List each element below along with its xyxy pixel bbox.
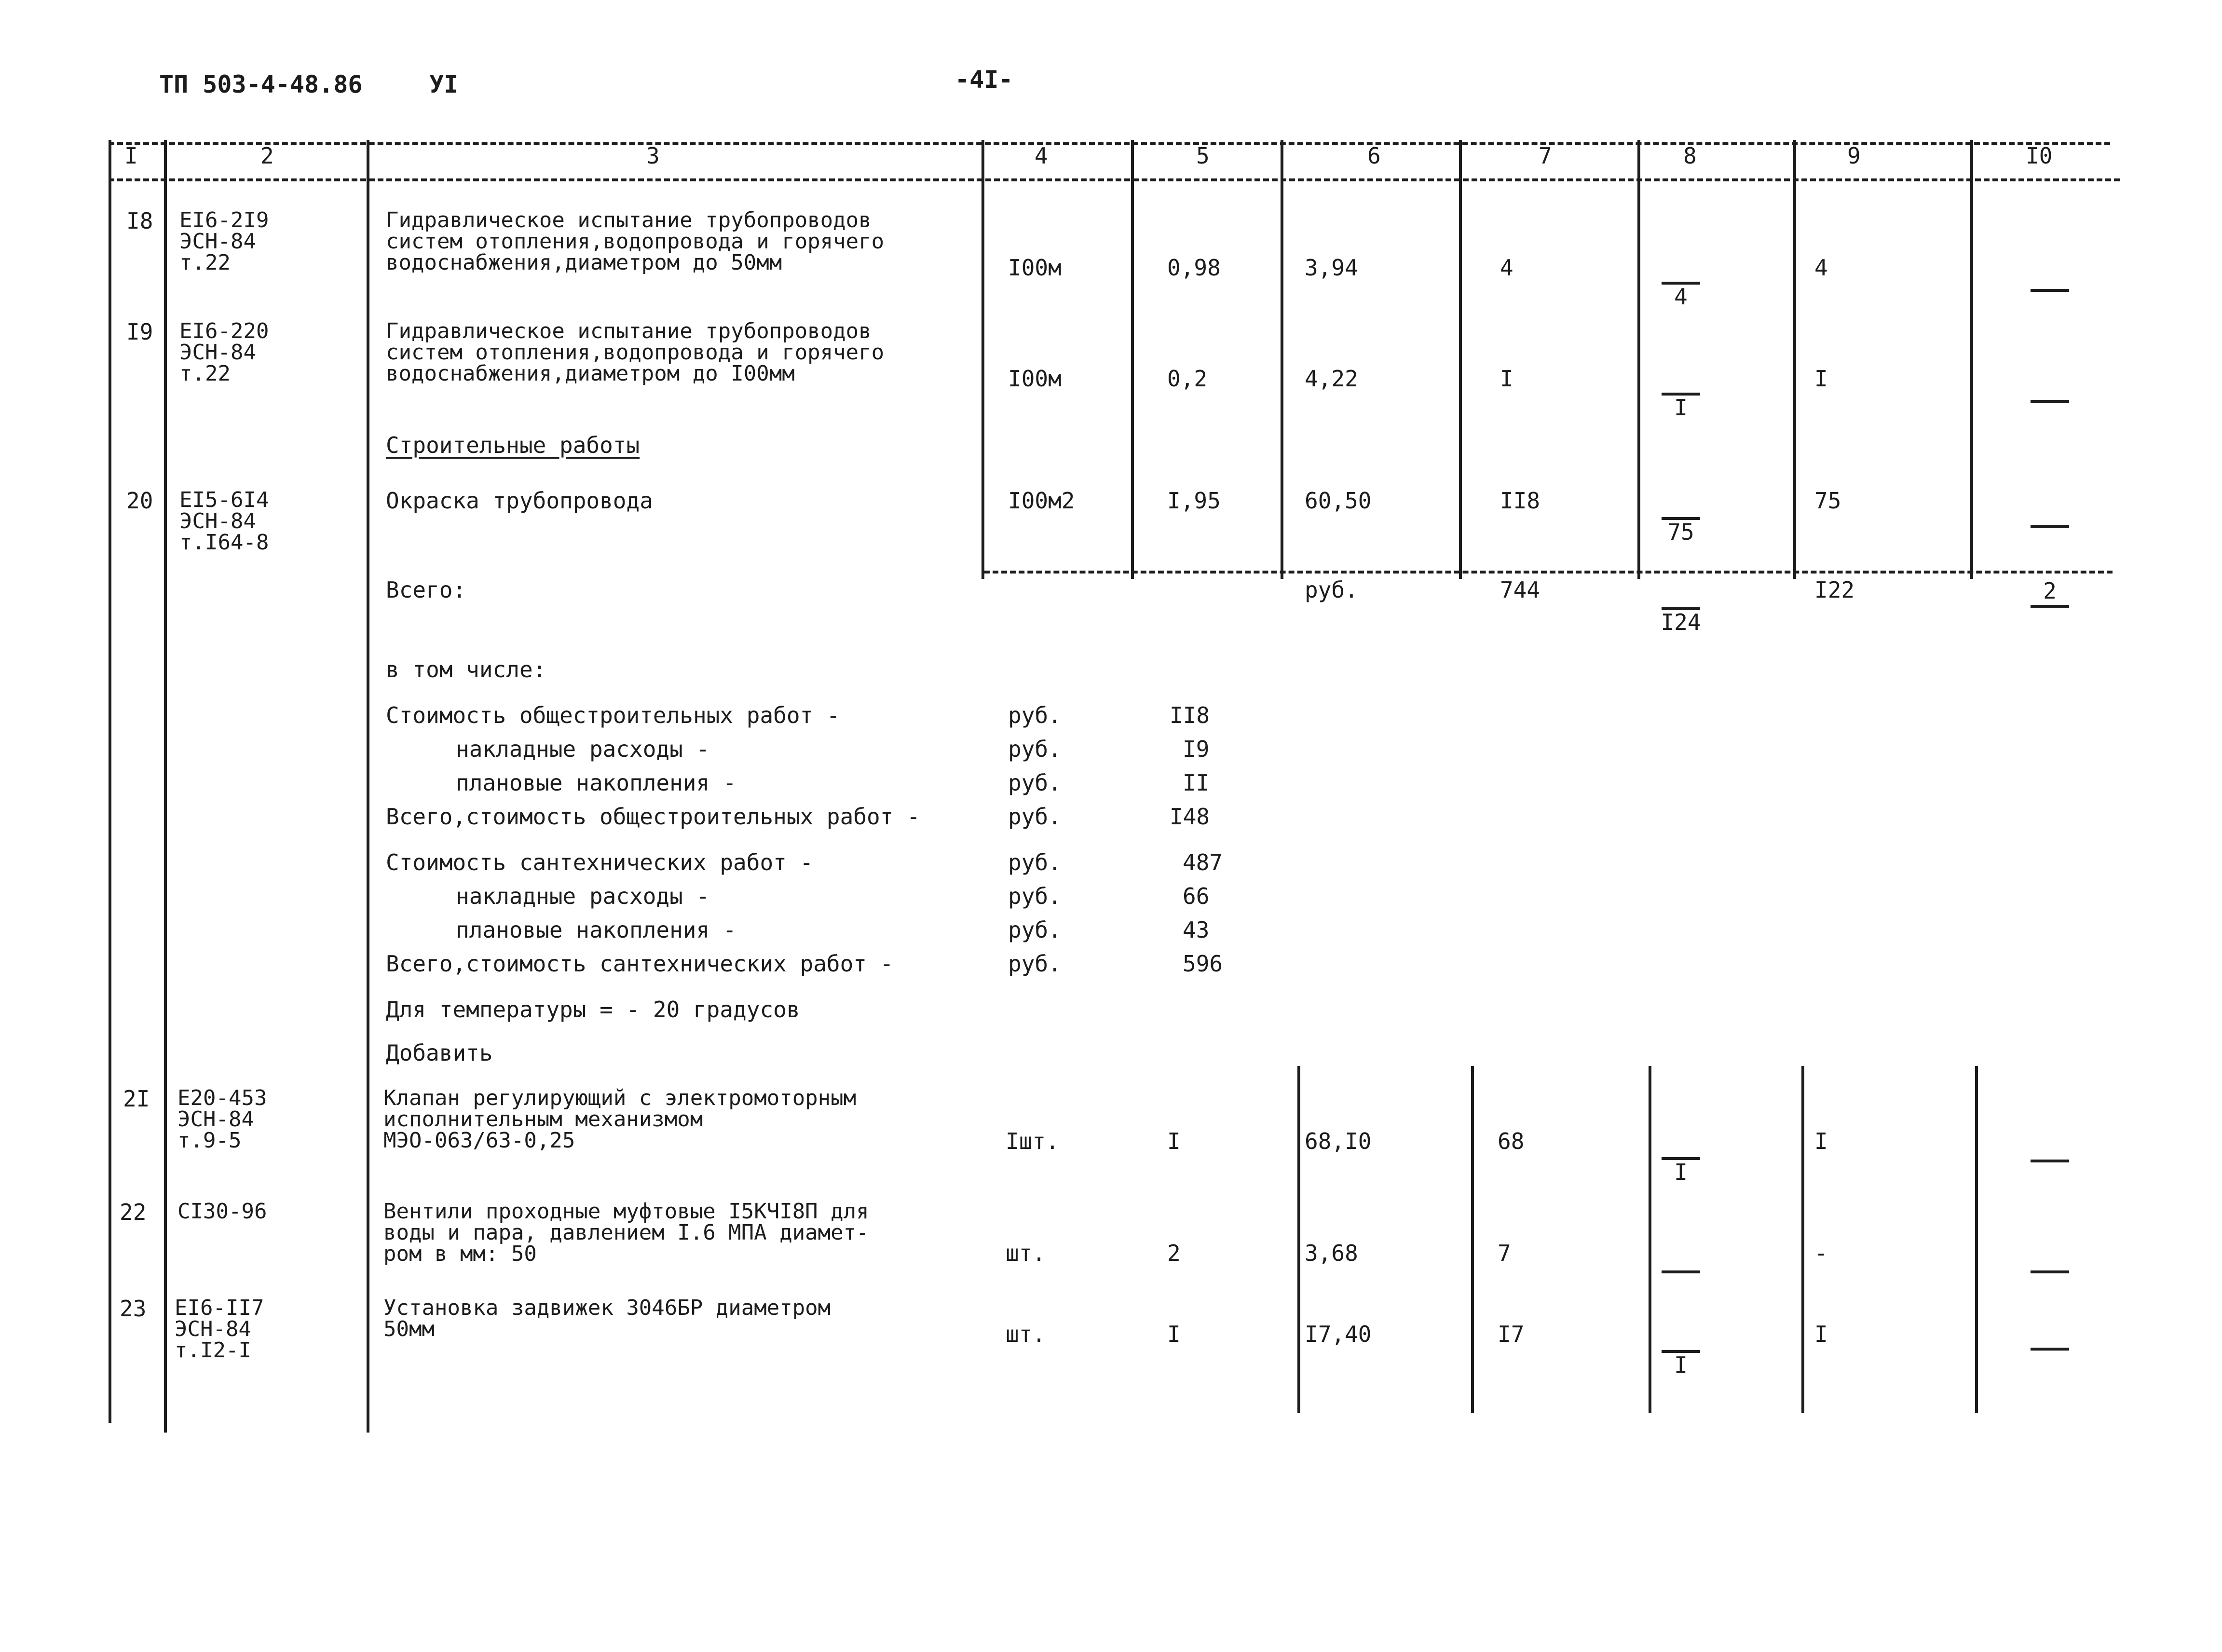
quantity: 0,2 xyxy=(1167,366,1208,392)
breakdown-title: в том числе: xyxy=(386,656,546,683)
work-description: 50мм xyxy=(383,1317,435,1341)
total-cost: I xyxy=(1500,366,1513,392)
breakdown-label: плановые накопления - xyxy=(456,917,736,943)
breakdown-unit: руб. xyxy=(1008,849,1062,875)
work-description: Окраска трубопровода xyxy=(386,488,653,514)
norm-reference: CI30-96 xyxy=(177,1199,267,1224)
norm-reference: EI6-220 xyxy=(179,319,269,343)
column-9-value: 75 xyxy=(1814,488,1841,514)
document-code: ТП 503-4-48.86 xyxy=(159,70,363,98)
norm-reference: EI5-6I4 xyxy=(179,488,269,512)
row-number: 20 xyxy=(126,488,153,514)
breakdown-label: Всего,стоимость сантехнических работ - xyxy=(386,951,894,977)
column-9-value: I xyxy=(1814,366,1828,392)
column-header: I xyxy=(124,143,138,169)
column-header: 9 xyxy=(1847,143,1861,169)
fraction-col8: I xyxy=(1659,1324,1703,1377)
breakdown-unit: руб. xyxy=(1008,883,1062,909)
norm-reference: ЭСН-84 xyxy=(179,340,256,365)
section-title: Строительные работы xyxy=(386,432,640,458)
norm-reference: т.22 xyxy=(179,361,231,386)
breakdown-label: плановые накопления - xyxy=(456,770,736,796)
album-number: УI xyxy=(429,70,459,98)
breakdown-value: I9 xyxy=(1183,736,1210,762)
add-label: Добавить xyxy=(386,1040,493,1066)
work-description: Вентили проходные муфтовые I5КЧI8П для xyxy=(383,1199,869,1224)
breakdown-unit: руб. xyxy=(1008,702,1062,728)
fraction-col10 xyxy=(2028,1244,2072,1297)
total-cost: 4 xyxy=(1500,255,1513,281)
norm-reference: ЭСН-84 xyxy=(179,229,256,254)
column-line xyxy=(1975,1066,1978,1413)
norm-reference: т.9-5 xyxy=(177,1128,242,1153)
breakdown-unit: руб. xyxy=(1008,770,1062,796)
column-line xyxy=(1281,140,1283,579)
fraction-col8: I xyxy=(1659,367,1703,420)
column-header: 3 xyxy=(646,143,660,169)
breakdown-unit: руб. xyxy=(1008,917,1062,943)
column-line xyxy=(1131,140,1134,579)
quantity: 2 xyxy=(1167,1240,1181,1266)
breakdown-unit: руб. xyxy=(1008,736,1062,762)
fraction-col10 xyxy=(2028,1133,2072,1187)
norm-reference: т.22 xyxy=(179,250,231,275)
row-number: 22 xyxy=(120,1199,147,1225)
fraction-col10 xyxy=(2028,374,2072,427)
fraction-col10 xyxy=(2028,499,2072,552)
total-unit: руб. xyxy=(1305,577,1358,603)
breakdown-label: Стоимость общестроительных работ - xyxy=(386,702,840,728)
breakdown-value: II xyxy=(1183,770,1210,796)
total-fraction-col8: I24 xyxy=(1659,581,1703,634)
column-line xyxy=(1637,140,1640,579)
work-description: систем отопления,водопровода и горячего xyxy=(386,229,885,254)
unit-price: 68,I0 xyxy=(1305,1128,1372,1154)
breakdown-label: Всего,стоимость общестроительных работ - xyxy=(386,804,920,830)
work-description: Клапан регулирующий с электромоторным xyxy=(383,1086,857,1110)
column-header: 6 xyxy=(1367,143,1381,169)
fraction-col8: I xyxy=(1659,1131,1703,1184)
norm-reference: т.I64-8 xyxy=(179,530,269,555)
unit: шт. xyxy=(1006,1240,1046,1266)
work-description: МЭО-063/63-0,25 xyxy=(383,1128,575,1153)
total-cost: 7 xyxy=(1498,1240,1511,1266)
work-description: исполнительным механизмом xyxy=(383,1107,703,1132)
unit-price: 3,94 xyxy=(1305,255,1358,281)
work-description: водоснабжения,диаметром до 50мм xyxy=(386,250,782,275)
column-header: 4 xyxy=(1035,143,1048,169)
column-header: 2 xyxy=(260,143,274,169)
total-cost: I7 xyxy=(1498,1321,1525,1347)
column-9-value: 4 xyxy=(1814,255,1828,281)
unit-price: I7,40 xyxy=(1305,1321,1372,1347)
breakdown-value: 43 xyxy=(1183,917,1210,943)
row-number: I9 xyxy=(126,319,153,345)
column-line xyxy=(1649,1066,1651,1413)
work-description: водоснабжения,диаметром до I00мм xyxy=(386,361,795,386)
fraction-col8: 4 xyxy=(1659,256,1703,309)
total-fraction-col10: 2 xyxy=(2028,579,2072,632)
breakdown-label: накладные расходы - xyxy=(456,736,710,762)
total-sum: 744 xyxy=(1500,577,1540,603)
quantity: I xyxy=(1167,1128,1181,1154)
norm-reference: ЭСН-84 xyxy=(179,509,256,533)
norm-reference: EI6-II7 xyxy=(175,1296,264,1320)
header-top-rule xyxy=(109,142,2110,145)
column-line xyxy=(1970,140,1973,579)
breakdown-value: II8 xyxy=(1170,702,1210,728)
column-line xyxy=(1793,140,1796,579)
total-cost: II8 xyxy=(1500,488,1540,514)
fraction-col10 xyxy=(2028,1322,2072,1375)
breakdown-label: накладные расходы - xyxy=(456,883,710,909)
unit-price: 4,22 xyxy=(1305,366,1358,392)
work-description: воды и пара, давлением I.6 МПА диамет- xyxy=(383,1220,869,1245)
quantity: 0,98 xyxy=(1167,255,1221,281)
column-9-value: I xyxy=(1814,1321,1828,1347)
work-description: Гидравлическое испытание трубопроводов xyxy=(386,208,872,232)
unit-price: 60,50 xyxy=(1305,488,1372,514)
column-9-value: - xyxy=(1814,1240,1828,1266)
row-number: 2I xyxy=(123,1086,150,1112)
norm-reference: EI6-2I9 xyxy=(179,208,269,232)
unit: Iшт. xyxy=(1006,1128,1059,1154)
column-9-value: I xyxy=(1814,1128,1828,1154)
breakdown-unit: руб. xyxy=(1008,951,1062,977)
column-line xyxy=(1459,140,1462,579)
work-description: Установка задвижек 3046БР диаметром xyxy=(383,1296,831,1320)
work-description: Гидравлическое испытание трубопроводов xyxy=(386,319,872,343)
column-line xyxy=(981,140,984,579)
header-bottom-rule xyxy=(109,178,2120,181)
norm-reference: E20-453 xyxy=(177,1086,267,1110)
norm-reference: т.I2-I xyxy=(175,1338,251,1363)
breakdown-value: 487 xyxy=(1183,849,1223,875)
quantity: I xyxy=(1167,1321,1181,1347)
breakdown-label: Стоимость сантехнических работ - xyxy=(386,849,814,875)
page-number: -4I- xyxy=(955,66,1013,94)
breakdown-value: I48 xyxy=(1170,804,1210,830)
breakdown-unit: руб. xyxy=(1008,804,1062,830)
column-header: 5 xyxy=(1196,143,1210,169)
column-line xyxy=(367,140,369,1433)
fraction-col10 xyxy=(2028,263,2072,316)
temperature-note: Для температуры = - 20 градусов xyxy=(386,997,800,1023)
breakdown-value: 596 xyxy=(1183,951,1223,977)
norm-reference: ЭСН-84 xyxy=(175,1317,251,1341)
total-label: Всего: xyxy=(386,577,466,603)
row-number: 23 xyxy=(120,1296,147,1322)
fraction-col8 xyxy=(1659,1244,1703,1297)
total-cost: 68 xyxy=(1498,1128,1525,1154)
total-column-9: I22 xyxy=(1814,577,1855,603)
breakdown-value: 66 xyxy=(1183,883,1210,909)
fraction-col8: 75 xyxy=(1659,491,1703,544)
column-header: 7 xyxy=(1539,143,1552,169)
column-line xyxy=(1297,1066,1300,1413)
norm-reference: ЭСН-84 xyxy=(177,1107,254,1132)
work-description: систем отопления,водопровода и горячего xyxy=(386,340,885,365)
total-row-rule xyxy=(984,571,2113,573)
row-number: I8 xyxy=(126,208,153,234)
unit: I00м xyxy=(1008,255,1062,281)
column-line xyxy=(109,140,111,1423)
unit-price: 3,68 xyxy=(1305,1240,1358,1266)
quantity: I,95 xyxy=(1167,488,1221,514)
column-line xyxy=(1471,1066,1474,1413)
work-description: ром в мм: 50 xyxy=(383,1242,537,1266)
column-header: I0 xyxy=(2026,143,2053,169)
column-header: 8 xyxy=(1683,143,1697,169)
unit: шт. xyxy=(1006,1321,1046,1347)
column-line xyxy=(1801,1066,1804,1413)
column-line xyxy=(164,140,167,1433)
unit: I00м xyxy=(1008,366,1062,392)
unit: I00м2 xyxy=(1008,488,1075,514)
